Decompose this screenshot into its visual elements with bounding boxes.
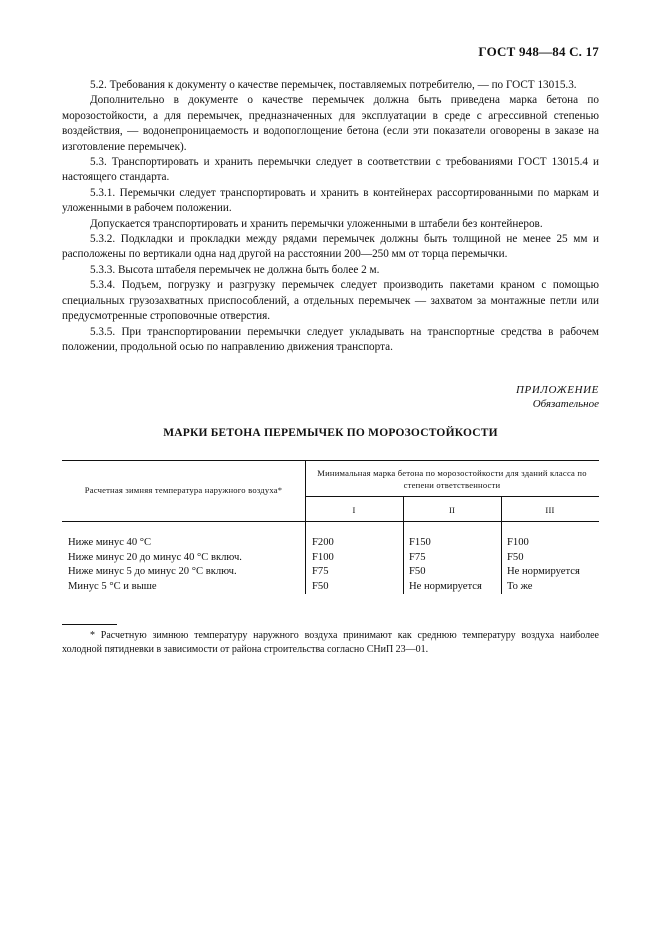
- paragraph: 5.3.2. Подкладки и прокладки между рядами перемычек должны быть толщиной не менее 25 мм и расположены по вертикали одна над другой на расстоянии 200—250 мм от торца перемычки.: [62, 233, 599, 261]
- temperature-cell: Минус 5 °С и выше: [68, 580, 157, 592]
- table-col-divider: [305, 460, 306, 594]
- paragraph: Допускается транспортировать и хранить перемычки уложенными в штабели без контейнеров.: [90, 217, 543, 230]
- table-header-rule: [62, 521, 599, 522]
- temperature-cell: Ниже минус 40 °С: [68, 537, 152, 548]
- grade-cell: Не нормируется: [409, 580, 482, 592]
- grade-cell: F150: [409, 537, 431, 548]
- frost-resistance-table: [62, 460, 599, 595]
- table-title: МАРКИ БЕТОНА ПЕРЕМЫЧЕК ПО МОРОЗОСТОЙКОСТИ: [163, 427, 498, 439]
- grade-cell: F50: [507, 551, 524, 563]
- appendix-label: [516, 383, 599, 411]
- grade-cell: F75: [312, 566, 329, 577]
- table-top-rule: [62, 460, 599, 461]
- paragraph: 5.3.1. Перемычки следует транспортировать и хранить в контейнерах рассортированными по маркам и уложенными в рабочем положении.: [62, 186, 599, 215]
- class-header-3: III: [545, 505, 555, 515]
- paragraph: 5.2. Требования к документу о качестве перемычек, поставляемых потребителю, — по ГОСТ 13015.3.: [90, 79, 577, 91]
- grade-group-header: Минимальная марка бетона по морозостойкости для зданий класса по степени ответственности: [317, 468, 587, 490]
- temperature-cell: Ниже минус 20 до минус 40 °С включ.: [68, 551, 242, 563]
- grade-cell: F50: [312, 580, 329, 592]
- page-header: ГОСТ 948—84 С. 17: [478, 44, 599, 59]
- grade-cell: Не нормируется: [507, 566, 580, 577]
- grade-cell: F75: [409, 551, 426, 563]
- footnote: * Расчетную зимнюю температуру наружного воздуха принимают как среднюю температуру воздуха наиболее холодной пятидневки в зависимости от района строительства согласно СНиП 23—01.: [62, 630, 599, 655]
- appendix-title: ПРИЛОЖЕНИЕ: [516, 384, 599, 396]
- paragraph: 5.3.5. При транспортировании перемычки следует укладывать на транспортные средства в рабочем положении, продольной осью по направлению движения транспорта.: [62, 325, 599, 353]
- class-header-1: I: [352, 505, 356, 515]
- footnote-rule: [62, 624, 117, 625]
- appendix-status: Обязательное: [532, 398, 599, 410]
- paragraph: 5.3.3. Высота штабеля перемычек не должна быть более 2 м.: [90, 263, 380, 276]
- temperature-column-header: Расчетная зимняя температура наружного воздуха*: [84, 485, 283, 495]
- body-text: [62, 78, 599, 355]
- paragraph: Дополнительно в документе о качестве перемычек должна быть приведена марка бетона по морозостойкости, а для перемычек, предназначенных для эксплуатации в среде с агрессивной степенью воздействия, — водонепроницаемость и водопоглощение бетона (если эти показатели оговорены в заказе на изготовление перемычек).: [62, 94, 599, 153]
- grade-cell: F50: [409, 566, 426, 577]
- temperature-cell: Ниже минус 5 до минус 20 °С включ.: [68, 566, 237, 577]
- grade-cell: F100: [312, 551, 334, 563]
- grade-cell: F200: [312, 537, 334, 548]
- class-header-2: II: [448, 505, 456, 515]
- grade-cell: F100: [507, 537, 529, 548]
- table-subheader-rule: [305, 496, 599, 497]
- grade-cell: То же: [507, 580, 533, 592]
- paragraph: 5.3. Транспортировать и хранить перемычки следует в соответствии с требованиями ГОСТ 13015.4 и настоящего стандарта.: [62, 156, 599, 184]
- paragraph: 5.3.4. Подъем, погрузку и разгрузку перемычек следует производить пакетами краном с помощью специальных грузозахватных приспособлений, а отдельных перемычек — захватом за монтажные петли или предусмотренные строповочные отверстия.: [62, 279, 599, 323]
